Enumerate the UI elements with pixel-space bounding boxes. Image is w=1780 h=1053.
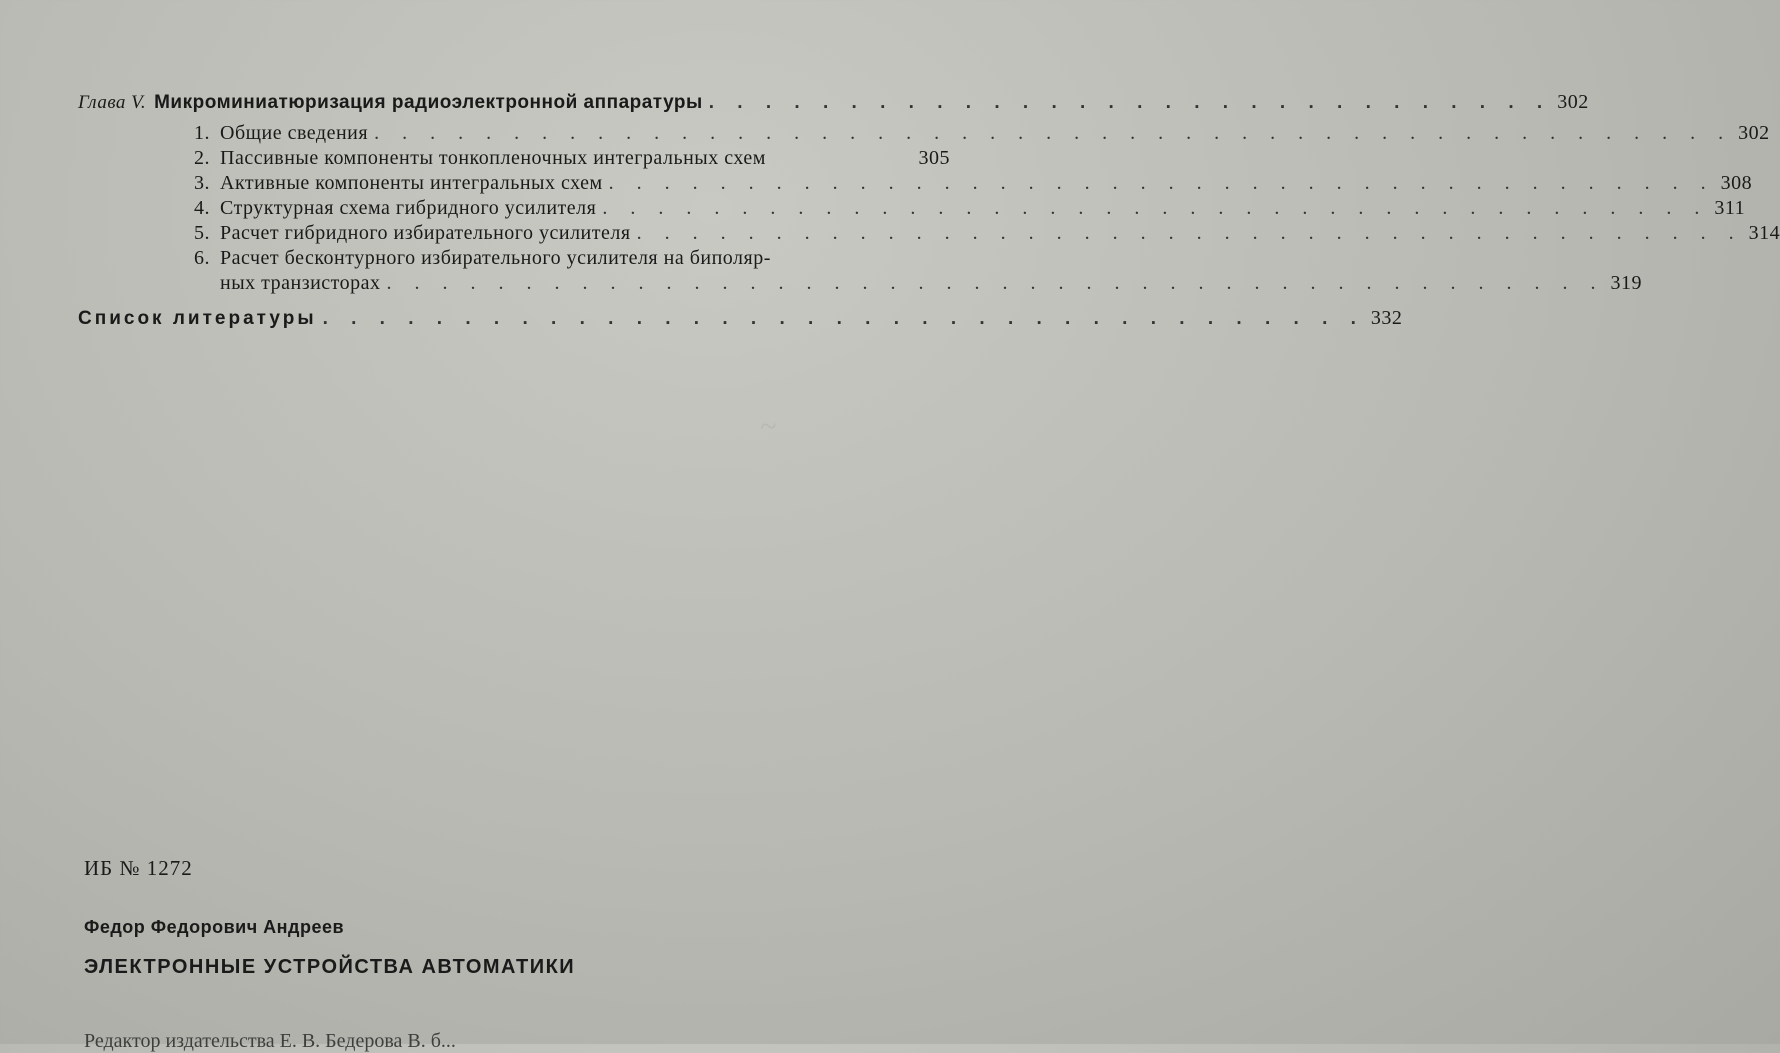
- section-title-line2: ных транзисторах: [220, 272, 381, 294]
- chapter-page-number: 302: [1557, 91, 1589, 113]
- section-number: 4.: [194, 197, 210, 219]
- section-title-line1: Расчет бесконтурного избирательного усилителя на биполяр-: [220, 247, 771, 269]
- bibliography-title: Список литературы: [78, 308, 317, 329]
- dot-leader: . . . . . . . . . . . . . . . . . . . . . . . . . . . . . . . . . . . . . . . . . . . .: [386, 272, 1605, 294]
- toc-section-entry: [78, 121, 1770, 146]
- show-through-text: ~: [760, 410, 777, 443]
- section-page-number: 308: [1720, 172, 1753, 194]
- section-number: 3.: [194, 172, 210, 194]
- dot-leader: . . . . . . . . . . . . . . . . . . . . . . . . . . . . . .: [708, 92, 1552, 113]
- dot-leader: . . . . . . . . . . . . . . . . . . . . . . . . . . . . . . . . . . . . . . . .: [636, 222, 1743, 244]
- chapter-title: Микроминиатюризация радиоэлектронной аппаратуры: [154, 92, 703, 113]
- section-title: Структурная схема гибридного усилителя: [220, 197, 597, 219]
- cutoff-editor-line: Редактор издательства Е. В. Бедерова В. б...: [84, 1030, 456, 1052]
- section-page-number: 314: [1748, 222, 1780, 244]
- dot-leader: . . . . . . . . . . . . . . . . . . . . . . . . . . . . . . . . . . . . .: [322, 308, 1365, 329]
- section-page-number: 319: [1610, 272, 1643, 294]
- dot-leader: . . . . . . . . . . . . . . . . . . . . . . . . . . . . . . . . . . . . . . . . . . . . . . . . .: [374, 122, 1733, 144]
- ib-number: ИБ № 1272: [84, 856, 193, 880]
- toc-chapter-label: [78, 90, 703, 115]
- toc-section-entry-continuation: [78, 271, 1643, 296]
- toc-section-entry: [78, 171, 1753, 196]
- section-page-number: 311: [1714, 197, 1746, 219]
- dot-leader: . . . . . . . . . . . . . . . . . . . . . . . . . . . . . . . . . . . . . . . .: [602, 197, 1709, 219]
- toc-bibliography-entry: [78, 306, 1403, 331]
- toc-section-entry-first-line: [78, 246, 950, 271]
- section-number: 1.: [194, 122, 210, 144]
- section-number: 6.: [194, 247, 210, 269]
- section-title: Пассивные компоненты тонкопленочных интегральных схем: [220, 147, 766, 169]
- section-title: Общие сведения: [220, 122, 369, 144]
- toc-chapter-entry: [78, 90, 1589, 115]
- section-title: Активные компоненты интегральных схем: [220, 172, 603, 194]
- table-of-contents: [78, 90, 1780, 331]
- toc-section-entry: [78, 146, 950, 171]
- section-title: Расчет гибридного избирательного усилителя: [220, 222, 631, 244]
- section-number: 5.: [194, 222, 210, 244]
- section-number: 2.: [194, 147, 210, 169]
- book-title: ЭЛЕКТРОННЫЕ УСТРОЙСТВА АВТОМАТИКИ: [84, 956, 576, 978]
- section-page-number: 302: [1738, 122, 1770, 144]
- chapter-prefix: Глава V.: [78, 92, 147, 113]
- section-page-number: 305: [918, 147, 950, 169]
- toc-section-entry: [78, 221, 1780, 246]
- dot-leader: . . . . . . . . . . . . . . . . . . . . . . . . . . . . . . . . . . . . . . . .: [608, 172, 1715, 194]
- author-name: Федор Федорович Андреев: [84, 917, 345, 937]
- toc-section-entry: [78, 196, 1746, 221]
- bibliography-page-number: 332: [1370, 307, 1403, 329]
